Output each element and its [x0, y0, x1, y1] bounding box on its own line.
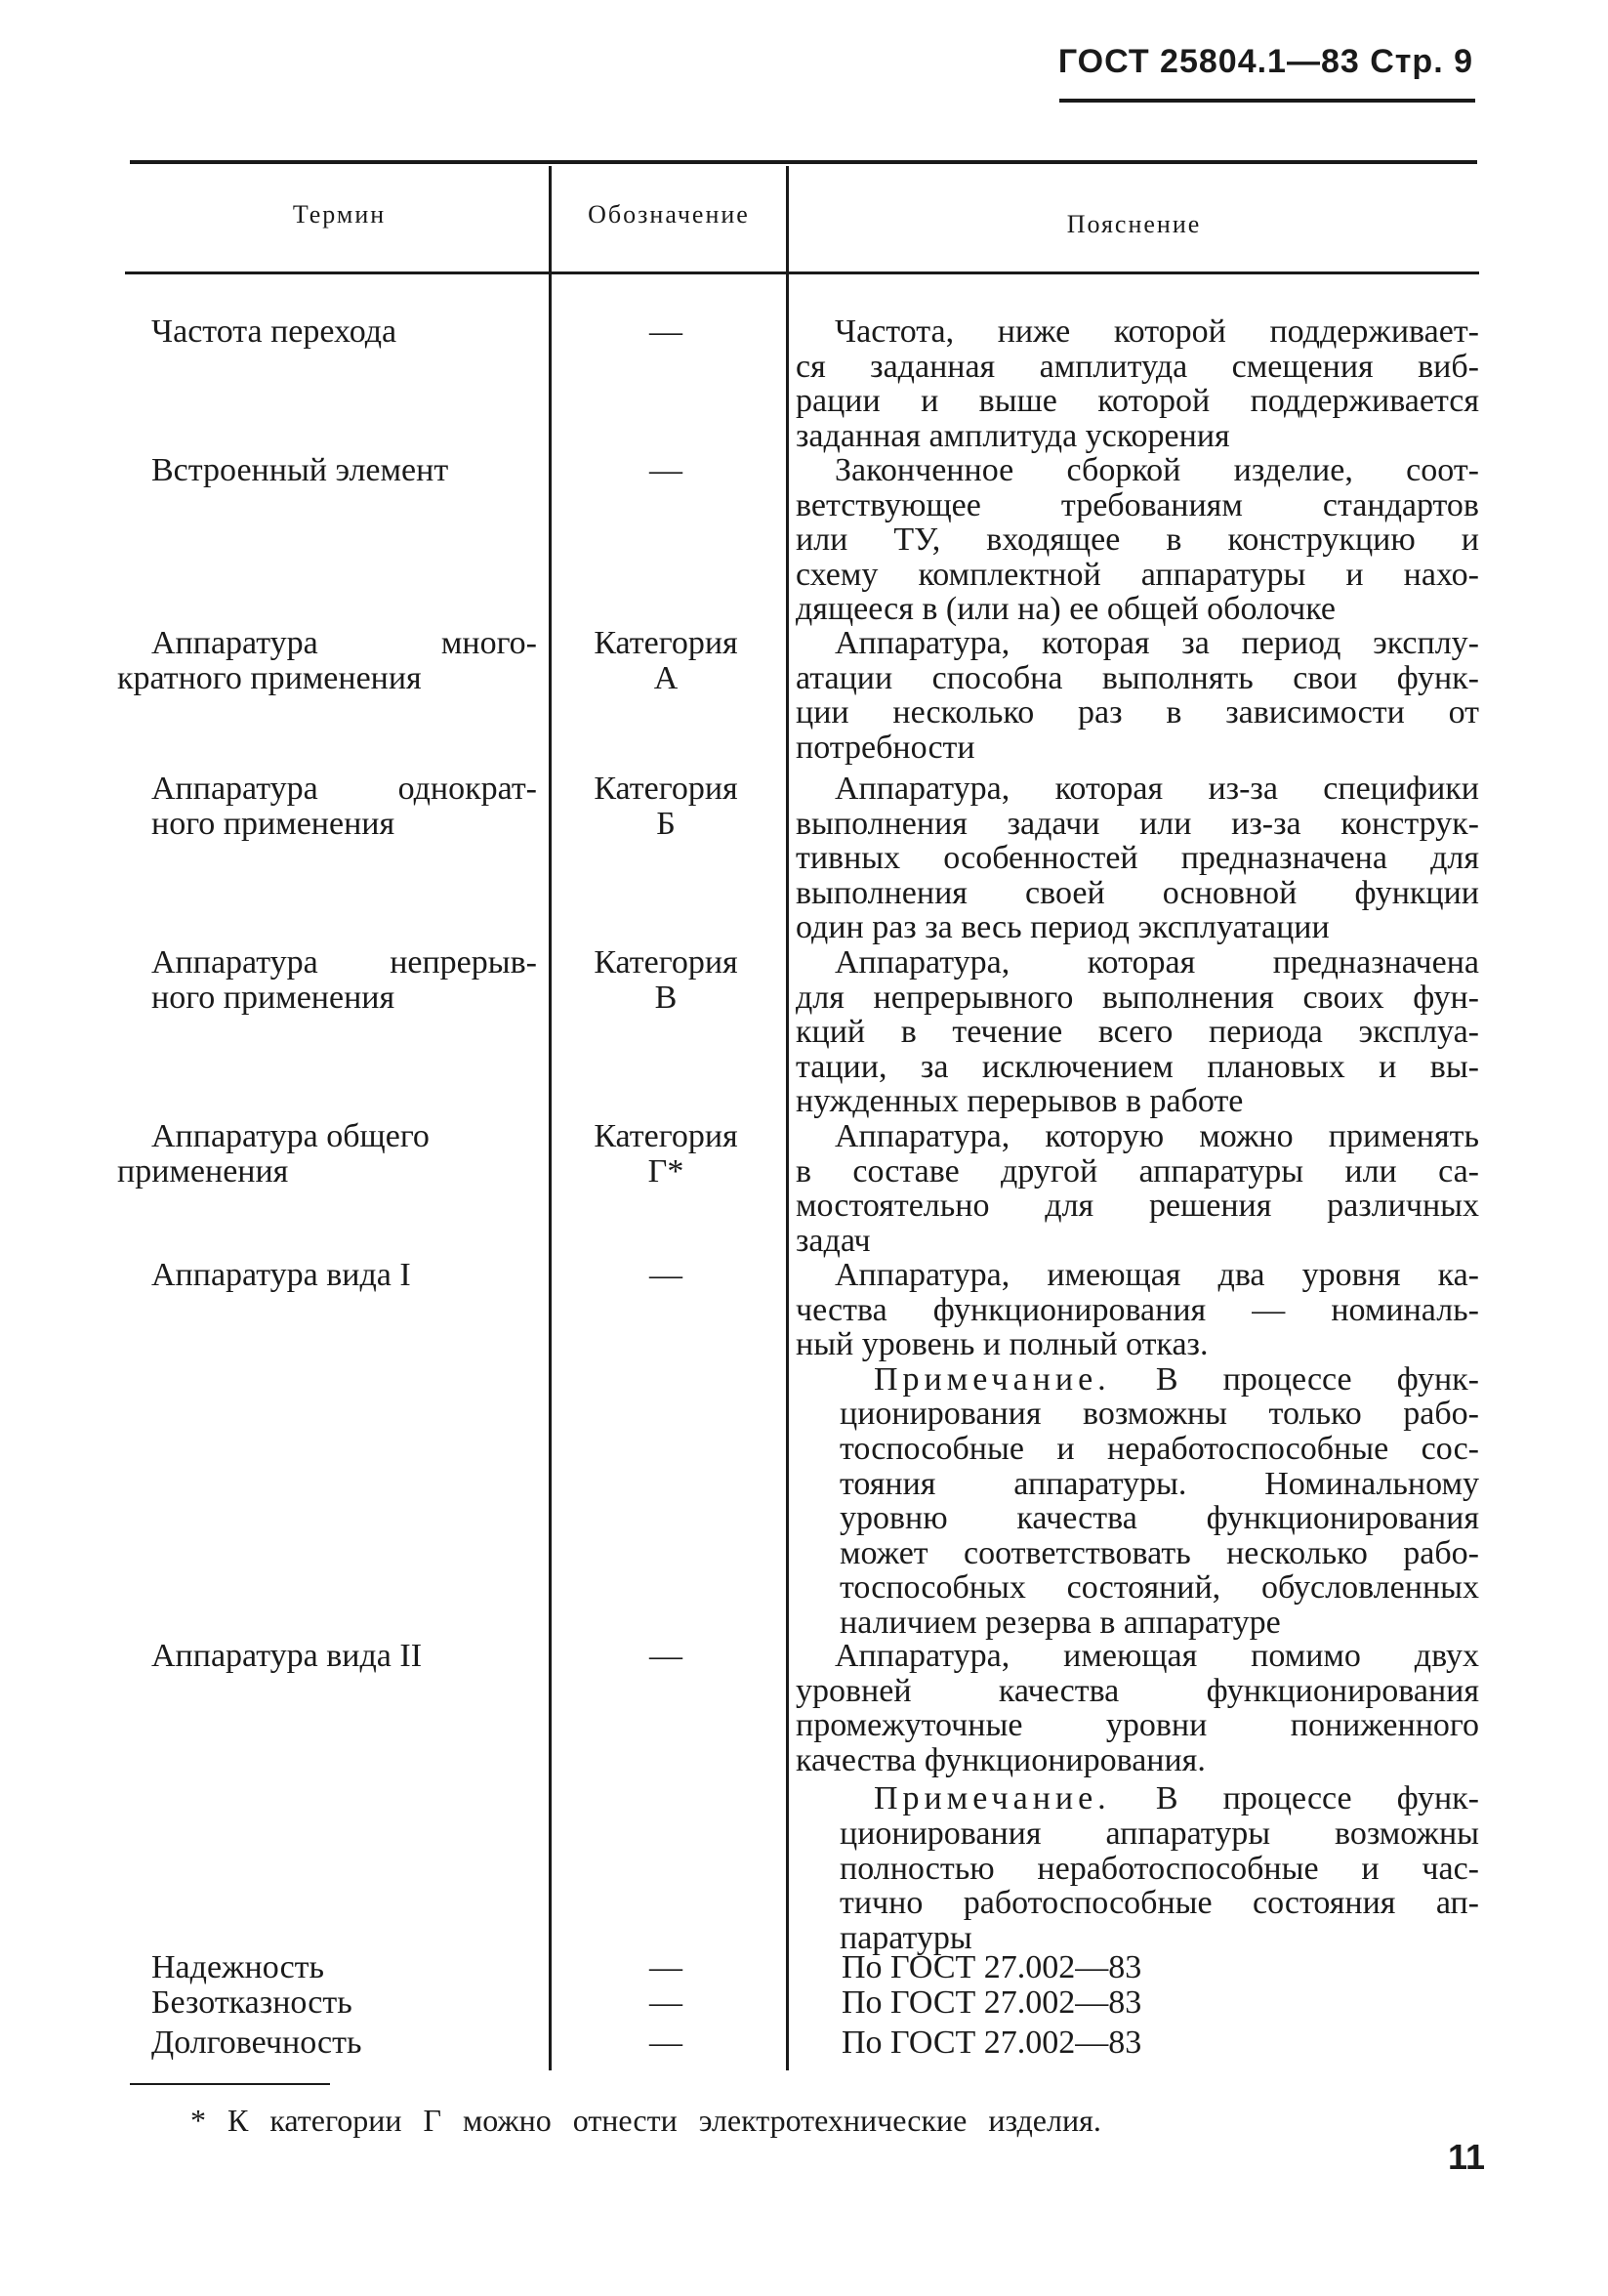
- note-line: паратуры: [840, 1919, 972, 1956]
- note-line: наличием резерва в аппаратуре: [840, 1604, 1281, 1641]
- table-row-9-designation: [558, 1985, 773, 2021]
- table-row-7-term: [151, 1639, 537, 1674]
- note-line: [796, 1362, 1479, 1398]
- designation-line: Г*: [647, 1152, 684, 1190]
- term-line: Аппаратура вида I: [151, 1257, 411, 1293]
- explanation-line: выполнения своей основной функции: [796, 874, 1479, 911]
- table-row-0-term: [151, 314, 537, 350]
- explanation-line: в составе другой аппаратуры или са-: [796, 1152, 1479, 1190]
- explanation-line: задач: [796, 1222, 871, 1259]
- explanation-line: выполнения задачи или из-за конструк-: [796, 805, 1479, 842]
- explanation-line: мостоятельно для решения различных: [796, 1188, 1479, 1225]
- note-label: Примечание.: [874, 1780, 1111, 1817]
- explanation-line: качества функционирования.: [796, 1741, 1206, 1778]
- table-row-5-designation: [558, 1119, 773, 1189]
- explanation-line: По ГОСТ 27.002—83: [842, 2025, 1142, 2061]
- explanation-line: Аппаратура, которая за период эксплу-: [835, 625, 1479, 661]
- designation-line: Б: [656, 805, 676, 842]
- note-line: тоспособных состояний, обусловленных: [840, 1569, 1479, 1607]
- designation-line: —: [649, 1984, 682, 2021]
- document-header: ГОСТ 25804.1—83 Стр. 9: [1057, 43, 1473, 80]
- explanation-line: кций в течение всего периода эксплуа-: [796, 1014, 1479, 1051]
- explanation-line: нужденных перерывов в работе: [796, 1083, 1244, 1120]
- table-row-8-designation: [558, 1950, 773, 1985]
- column-divider-2: [786, 166, 789, 2070]
- table-row-1-designation: [558, 453, 773, 488]
- designation-line: Категория: [594, 771, 738, 807]
- explanation-line: Частота, ниже которой поддерживает-: [835, 313, 1479, 350]
- table-row-6-designation: [558, 1258, 773, 1293]
- table-row-2-explanation: [796, 626, 1479, 765]
- column-header-designation: Обозначение: [588, 200, 750, 229]
- designation-line: А: [653, 659, 679, 696]
- term-line: Аппаратура много-: [151, 625, 537, 661]
- table-row-7-designation: [558, 1639, 773, 1674]
- column-header-term: Термин: [292, 200, 387, 229]
- designation-line: Категория: [594, 625, 738, 661]
- explanation-line: ся заданная амплитуда смещения виб-: [796, 348, 1479, 385]
- explanation-line: ветствующее требованиям стандартов: [796, 486, 1479, 523]
- table-head-rule: [125, 271, 1479, 274]
- note-line: тояния аппаратуры. Номинальному: [840, 1465, 1479, 1502]
- designation-line: В: [654, 979, 678, 1016]
- note-line: тично работоспособные состояния ап-: [840, 1885, 1479, 1922]
- note-line: может соответствовать несколько рабо-: [840, 1534, 1479, 1571]
- designation-line: —: [649, 1257, 682, 1293]
- table-row-1-term: [151, 453, 537, 488]
- explanation-line: чества функционирования — номиналь-: [796, 1291, 1479, 1328]
- explanation-line: Законченное сборкой изделие, соот-: [835, 452, 1479, 488]
- table-row-3-term: [151, 772, 537, 841]
- table-row-2-designation: [558, 626, 773, 695]
- table-row-4-term: [151, 945, 537, 1015]
- designation-line: —: [649, 2025, 682, 2061]
- explanation-line: Аппаратура, имеющая два уровня ка-: [835, 1257, 1479, 1293]
- explanation-line: заданная амплитуда ускорения: [796, 417, 1230, 454]
- explanation-line: для непрерывного выполнения своих фун-: [796, 979, 1479, 1016]
- term-line: Аппаратура однократ-: [151, 771, 537, 807]
- column-header-explanation: Пояснение: [1066, 210, 1202, 238]
- note-line: уровню качества функционирования: [840, 1500, 1479, 1537]
- designation-line: —: [649, 1638, 682, 1674]
- table-row-0-designation: [558, 314, 773, 350]
- note-text: В процессе функ-: [1155, 1780, 1480, 1817]
- table-row-8-term: [151, 1950, 537, 1985]
- explanation-line: промежуточные уровни пониженного: [796, 1707, 1479, 1744]
- explanation-line: тивных особенностей предназначена для: [796, 840, 1479, 877]
- table-row-4-explanation: [796, 945, 1479, 1119]
- designation-line: —: [649, 452, 682, 488]
- explanation-line: потребности: [796, 729, 975, 766]
- table-row-10-term: [151, 2025, 537, 2061]
- page-number: 11: [1448, 2137, 1486, 2177]
- table-row-5-explanation: [796, 1119, 1479, 1258]
- table-row-9-explanation: [842, 1985, 1525, 2021]
- term-line: ного применения: [151, 979, 395, 1016]
- table-row-6-explanation: [796, 1258, 1479, 1641]
- explanation-line: По ГОСТ 27.002—83: [842, 1949, 1142, 1985]
- explanation-line: Аппаратура, которая предназначена: [835, 944, 1479, 981]
- note-line: ционирования аппаратуры возможны: [840, 1815, 1479, 1852]
- explanation-line: ный уровень и полный отказ.: [796, 1326, 1209, 1363]
- table-row-10-designation: [558, 2025, 773, 2061]
- footnote-rule: [130, 2083, 330, 2085]
- term-line: применения: [117, 1152, 289, 1190]
- designation-line: —: [649, 1949, 682, 1985]
- term-line: Частота перехода: [151, 313, 397, 350]
- note-line: ционирования возможны только рабо-: [840, 1396, 1479, 1433]
- term-line: кратного применения: [117, 659, 422, 696]
- explanation-line: рации и выше которой поддерживается: [796, 383, 1479, 420]
- note-line: тоспособные и неработоспособные сос-: [840, 1430, 1479, 1467]
- table-row-9-term: [151, 1985, 537, 2021]
- table-row-3-explanation: [796, 772, 1479, 945]
- explanation-line: Аппаратура, которую можно применять: [835, 1118, 1479, 1154]
- table-row-1-explanation: [796, 453, 1479, 627]
- table-row-10-explanation: [842, 2025, 1525, 2061]
- header-rule: [1059, 99, 1475, 103]
- designation-line: Категория: [594, 1118, 738, 1154]
- term-line: Аппаратура общего: [151, 1118, 430, 1154]
- term-line: Надежность: [151, 1949, 325, 1985]
- term-line: Долговечность: [151, 2025, 362, 2061]
- note-line: полностью неработоспособные и час-: [840, 1850, 1479, 1887]
- table-row-4-designation: [558, 945, 773, 1015]
- designation-line: Категория: [594, 944, 738, 981]
- table-row-7-explanation: [796, 1639, 1479, 1955]
- explanation-line: атации способна выполнять свои функ-: [796, 659, 1479, 696]
- explanation-line: Аппаратура, которая из-за специфики: [835, 771, 1479, 807]
- table-row-2-term: [117, 625, 537, 696]
- table-row-3-designation: [558, 772, 773, 841]
- term-line: Аппаратура вида II: [151, 1638, 423, 1674]
- explanation-line: схему комплектной аппаратуры и нахо-: [796, 556, 1479, 593]
- explanation-line: дящееся в (или на) ее общей оболочке: [796, 591, 1336, 628]
- explanation-line: По ГОСТ 27.002—83: [842, 1984, 1142, 2021]
- explanation-line: или ТУ, входящее в конструкцию и: [796, 522, 1479, 559]
- explanation-line: один раз за весь период эксплуатации: [796, 909, 1330, 946]
- table-row-8-explanation: [842, 1950, 1525, 1985]
- table-top-rule: [130, 160, 1477, 164]
- explanation-line: уровней качества функционирования: [796, 1672, 1479, 1709]
- explanation-line: тации, за исключением плановых и вы-: [796, 1048, 1479, 1085]
- explanation-line: Аппаратура, имеющая помимо двух: [835, 1638, 1479, 1674]
- note-label: Примечание.: [874, 1360, 1111, 1398]
- term-line: Безотказность: [151, 1984, 352, 2021]
- note-text: В процессе функ-: [1155, 1360, 1480, 1398]
- table-row-5-term: [117, 1118, 537, 1190]
- table-row-6-term: [151, 1258, 537, 1293]
- note-line: [796, 1781, 1479, 1816]
- term-line: Аппаратура непрерыв-: [151, 944, 537, 981]
- designation-line: —: [649, 313, 682, 350]
- footnote: * К категории Г можно отнести электротехнические изделия.: [190, 2103, 1101, 2138]
- column-divider-1: [549, 166, 552, 2070]
- term-line: ного применения: [151, 805, 395, 842]
- table-row-0-explanation: [796, 314, 1479, 453]
- term-line: Встроенный элемент: [151, 452, 449, 488]
- explanation-line: ции несколько раз в зависимости от: [796, 694, 1479, 731]
